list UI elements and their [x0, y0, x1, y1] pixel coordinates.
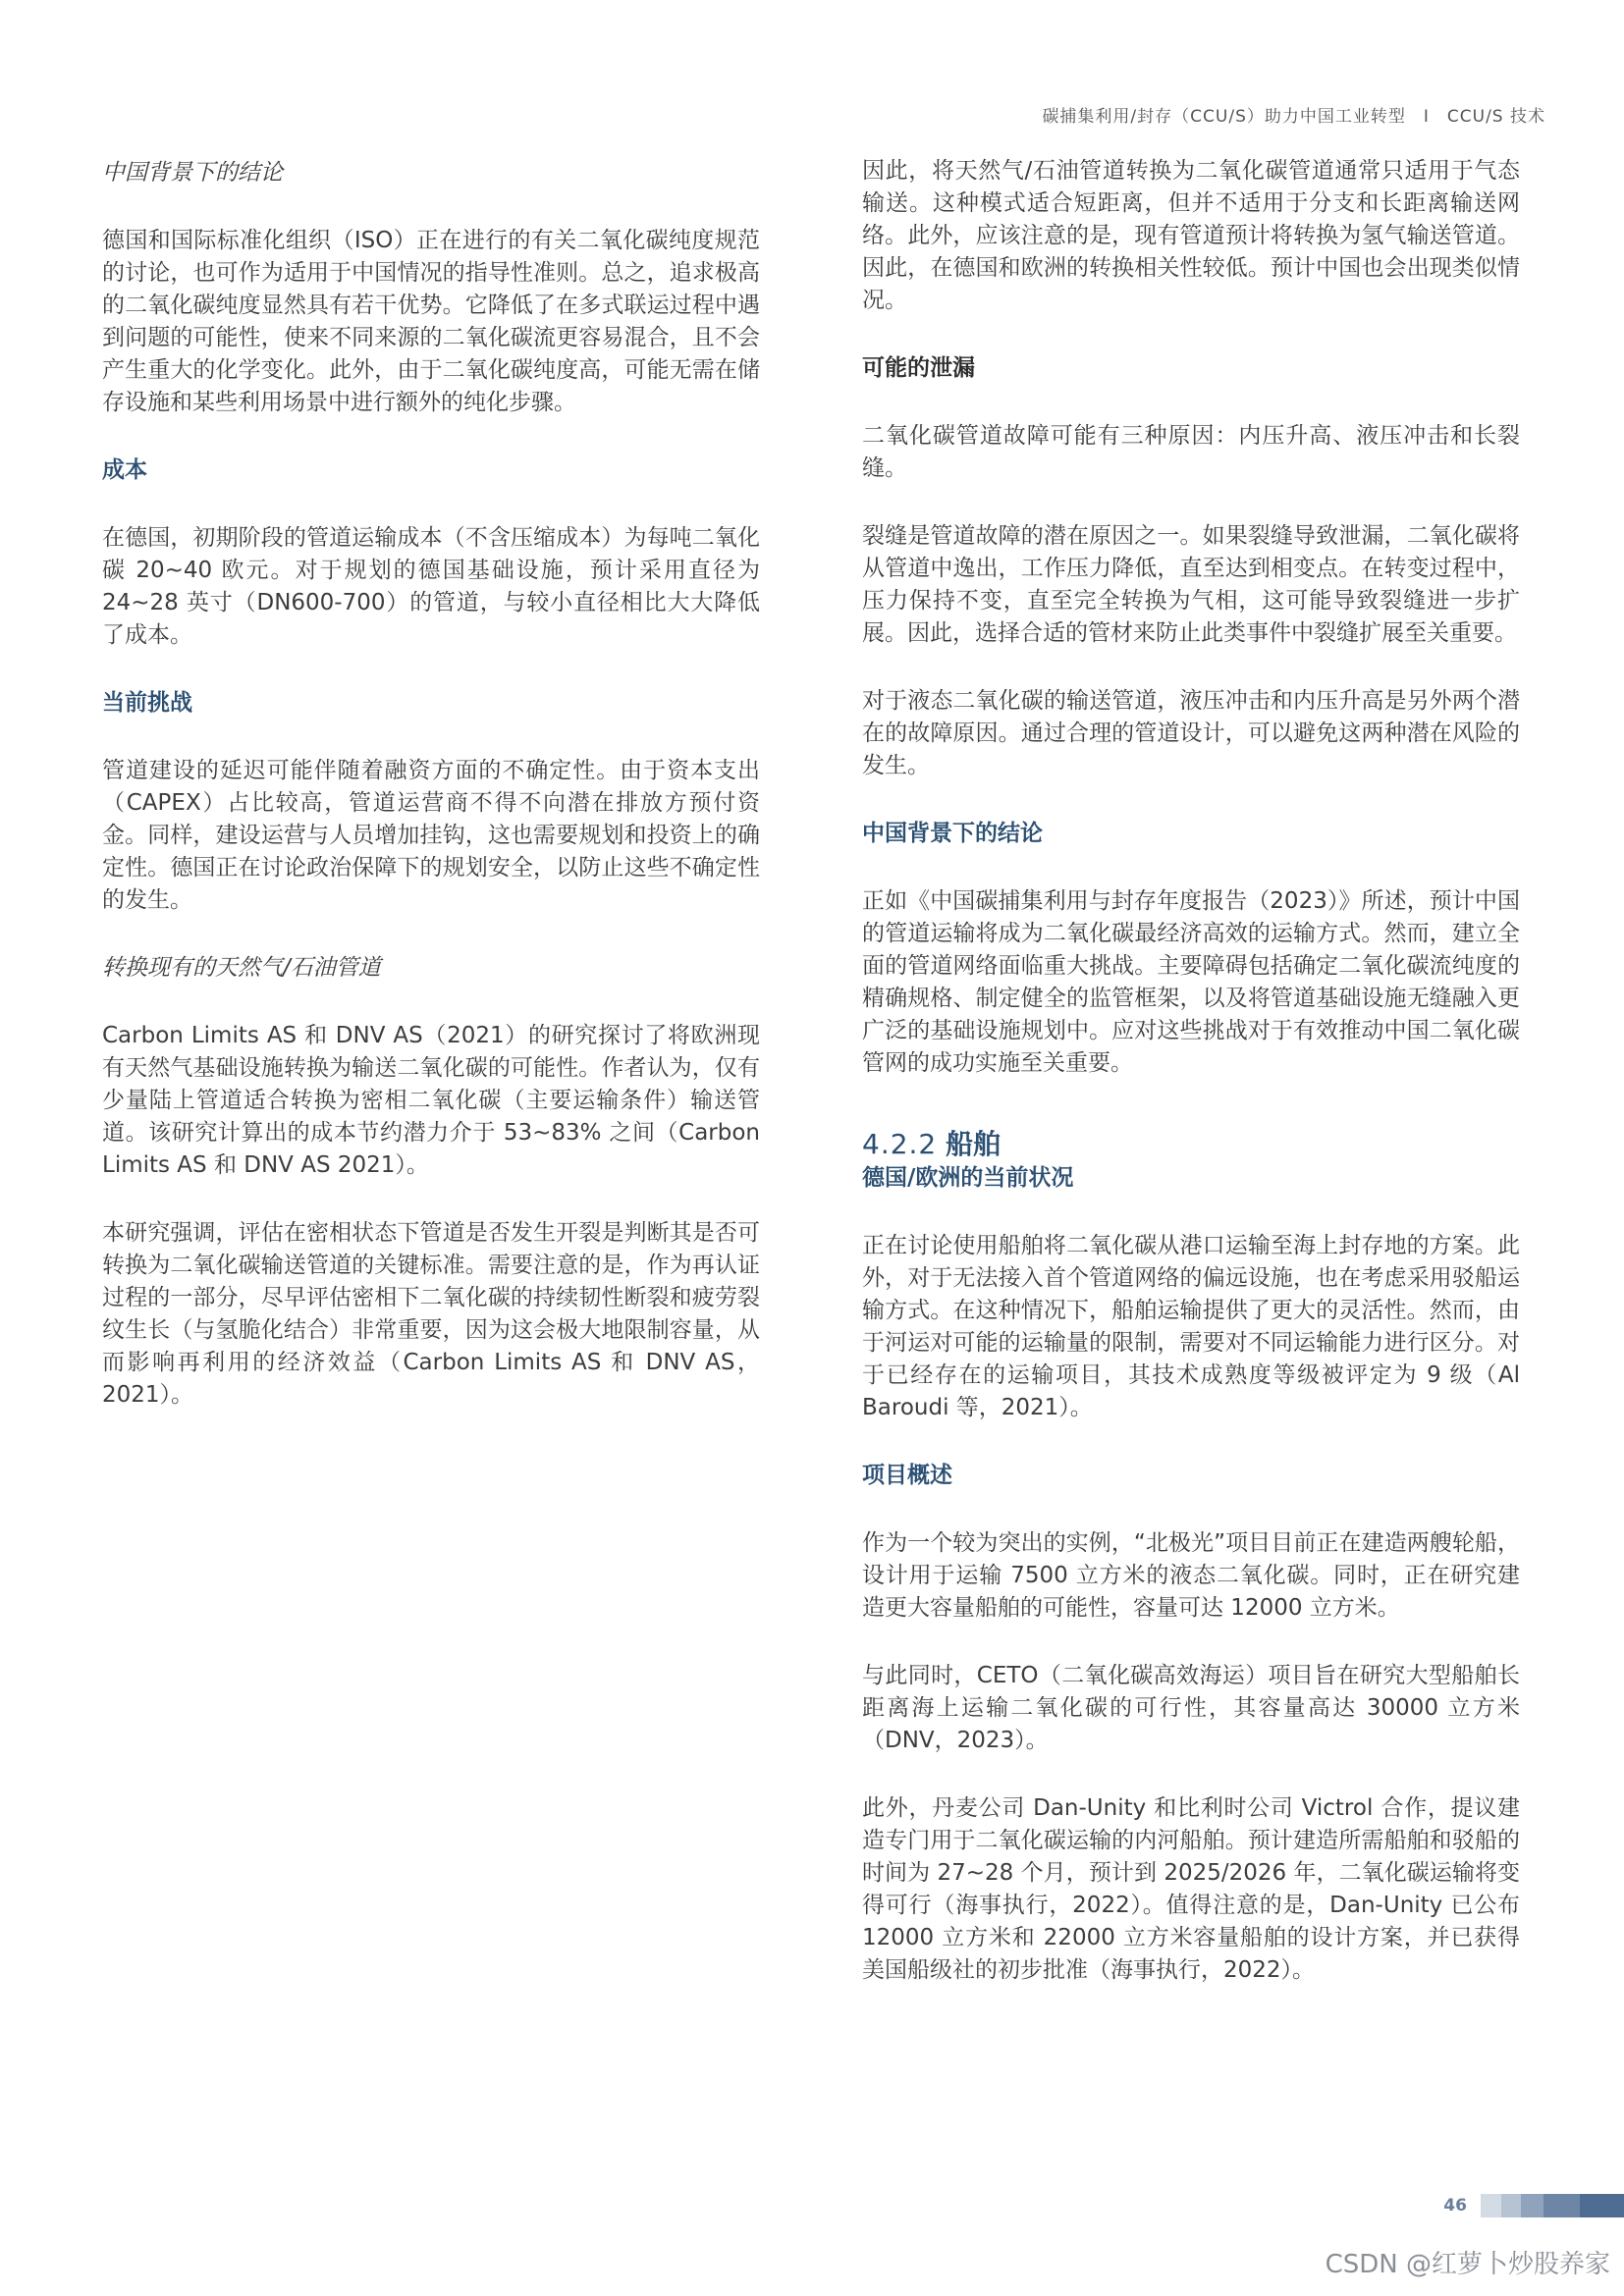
paragraph-ship-transport: 正在讨论使用船舶将二氧化碳从港口运输至海上封存地的方案。此外，对于无法接入首个管道网络的偏远设施，也在考虑采用驳船运输方式。在这种情况下，船舶运输提供了更大的灵活性。然而，由于河运对可能的运输量的限制，需要对不同运输能力进行区分。对于已经存在的运输项目，其技术成熟度等级被评定为 9 级（Al Baroudi 等，2021）。 [862, 1233, 1520, 1420]
heading-china-conclusion: 中国背景下的结论 [862, 821, 1043, 846]
page-number: 46 [1443, 2196, 1467, 2216]
watermark: CSDN @红萝卜炒股养家 [1325, 2250, 1610, 2279]
footer-bar-segment [1521, 2194, 1543, 2217]
paragraph-purity-standards: 德国和国际标准化组织（ISO）正在进行的有关二氧化碳纯度规范的讨论，也可作为适用于中国情况的指导性准则。总之，追求极高的二氧化碳纯度显然具有若干优势。它降低了在多式联运过程中遇到问题的可能性，使来不同来源的二氧化碳流更容易混合，且不会产生重大的化学变化。此外，由于二氧化碳纯度高，可能无需在储存设施和某些利用场景中进行额外的纯化步骤。 [102, 228, 760, 415]
footer-bar-segment [1543, 2194, 1580, 2217]
running-header: 碳捕集利用/封存（CCU/S）助力中国工业转型 I CCU/S 技术 [1042, 107, 1545, 127]
footer-bar-segment [1580, 2194, 1624, 2217]
heading-possible-leakage: 可能的泄漏 [862, 355, 975, 381]
paragraph-cracks: 裂缝是管道故障的潜在原因之一。如果裂缝导致泄漏，二氧化碳将从管道中逸出，工作压力降低，直至达到相变点。在转变过程中，压力保持不变，直至完全转换为气相，这可能导致裂缝进一步扩展。因此，选择合适的管材来防止此类事件中裂缝扩展至关重要。 [862, 523, 1520, 646]
paragraph-ceto: 与此同时，CETO（二氧化碳高效海运）项目旨在研究大型船舶长距离海上运输二氧化碳的可行性，其容量高达 30000 立方米（DNV，2023）。 [862, 1663, 1520, 1753]
subheading-china-conclusion: 中国背景下的结论 [102, 160, 283, 186]
subheading-convert-pipelines: 转换现有的天然气/石油管道 [102, 955, 381, 981]
section-name: 船舶 [946, 1128, 1001, 1160]
left-column [102, 157, 760, 1412]
footer-bar-segment [1501, 2194, 1522, 2217]
section-heading-ships [862, 1127, 1520, 1162]
right-column [862, 155, 1520, 1987]
paragraph-gas-conversion: 因此，将天然气/石油管道转换为二氧化碳管道通常只适用于气态输送。这种模式适合短距离，但并不适用于分支和长距离输送网络。此外，应该注意的是，现有管道预计将转换为氢气输送管道。因此，在德国和欧洲的转换相关性较低。预计中国也会出现类似情况。 [862, 158, 1520, 313]
heading-germany-europe-status: 德国/欧洲的当前状况 [862, 1165, 1074, 1191]
section-number: 4.2.2 [862, 1128, 938, 1160]
paragraph-cost: 在德国，初期阶段的管道运输成本（不含压缩成本）为每吨二氧化碳 20~40 欧元。对于规划的德国基础设施，预计采用直径为 24~28 英寸（DN600-700）的管道，与较小直径相比大大降低了成本。 [102, 525, 760, 648]
page-footer [1408, 2194, 1624, 2217]
paragraph-northern-lights: 作为一个较为突出的实例，“北极光”项目目前正在建造两艘轮船，设计用于运输 7500 立方米的液态二氧化碳。同时，正在研究建造更大容量船舶的可能性，容量可达 12000 立方米。 [862, 1530, 1520, 1621]
heading-project-overview: 项目概述 [862, 1463, 952, 1488]
footer-bar-segment [1481, 2194, 1501, 2217]
paragraph-dense-phase-assessment: 本研究强调，评估在密相状态下管道是否发生开裂是判断其是否可转换为二氧化碳输送管道的关键标准。需要注意的是，作为再认证过程的一部分，尽早评估密相下二氧化碳的持续韧性断裂和疲劳裂纹生长（与氢脆化结合）非常重要，因为这会极大地限制容量，从而影响再利用的经济效益（Carbon Limits AS 和 DNV AS，2021）。 [102, 1220, 760, 1408]
heading-current-challenges: 当前挑战 [102, 690, 192, 716]
paragraph-liquid-co2: 对于液态二氧化碳的输送管道，液压冲击和内压升高是另外两个潜在的故障原因。通过合理的管道设计，可以避免这两种潜在风险的发生。 [862, 688, 1520, 778]
paragraph-carbon-limits-study: Carbon Limits AS 和 DNV AS（2021）的研究探讨了将欧洲现有天然气基础设施转换为输送二氧化碳的可能性。作者认为，仅有少量陆上管道适合转换为密相二氧化碳（主要运输条件）输送管道。该研究计算出的成本节约潜力介于 53~83% 之间（Carbon Limits AS 和 DNV AS 2021）。 [102, 1023, 760, 1178]
paragraph-failure-causes: 二氧化碳管道故障可能有三种原因：内压升高、液压冲击和长裂缝。 [862, 423, 1520, 481]
heading-cost: 成本 [102, 457, 147, 483]
paragraph-challenges: 管道建设的延迟可能伴随着融资方面的不确定性。由于资本支出（CAPEX）占比较高，管道运营商不得不向潜在排放方预付资金。同样，建设运营与人员增加挂钩，这也需要规划和投资上的确定性。德国正在讨论政治保障下的规划安全，以防止这些不确定性的发生。 [102, 758, 760, 913]
paragraph-china-pipeline: 正如《中国碳捕集利用与封存年度报告（2023）》所述，预计中国的管道运输将成为二氧化碳最经济高效的运输方式。然而，建立全面的管道网络面临重大挑战。主要障碍包括确定二氧化碳流纯度的精确规格、制定健全的监管框架，以及将管道基础设施无缝融入更广泛的基础设施规划中。应对这些挑战对于有效推动中国二氧化碳管网的成功实施至关重要。 [862, 888, 1520, 1076]
paragraph-dan-unity: 此外，丹麦公司 Dan-Unity 和比利时公司 Victrol 合作，提议建造专门用于二氧化碳运输的内河船舶。预计建造所需船舶和驳船的时间为 27~28 个月，预计到 2025/2026 年，二氧化碳运输将变得可行（海事执行，2022）。值得注意的是，Dan-Unity 已公布 12000 立方米和 22000 立方米容量船舶的设计方案，并已获得美国船级社的初步批准（海事执行，2022）。 [862, 1795, 1520, 1983]
